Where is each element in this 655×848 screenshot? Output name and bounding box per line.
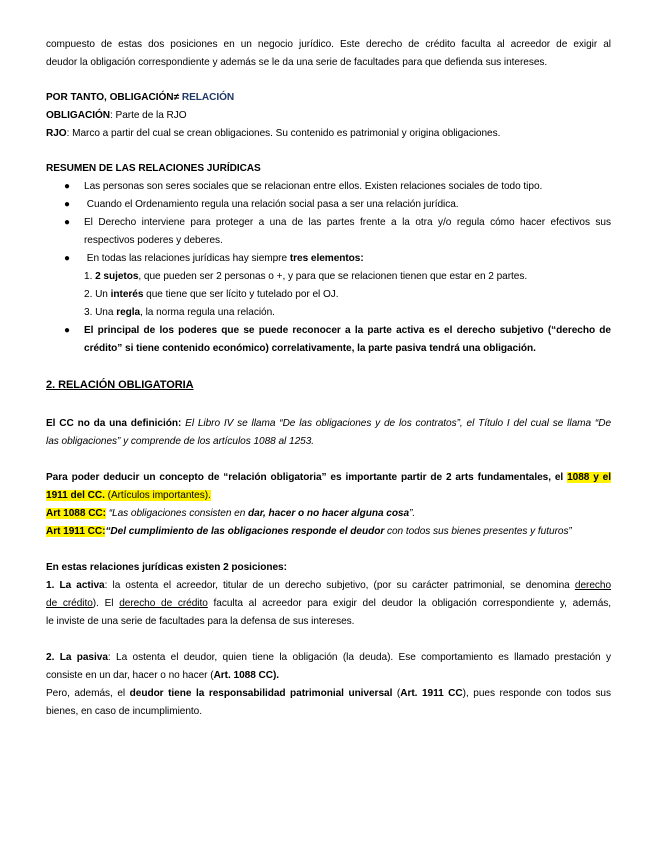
numbered-item-1: 1. 2 sujetos, que pueden ser 2 personas o +, y para que se relacionen tienen que estar en 2 partes. (84, 271, 528, 282)
definition-rjo (46, 127, 611, 141)
bullet-5-line-1: El principal de los poderes que se puede reconocer a la parte activa es el derecho subjetivo (“derecho de (84, 325, 611, 336)
bullet-icon: ● (64, 217, 71, 228)
bullet-icon: ● (64, 181, 71, 192)
art-1088-line: Art 1088 CC: “Las obligaciones consisten en dar, hacer o no hacer alguna cosa”. (46, 508, 416, 519)
numbered-item-2: 2. Un interés que tiene que ser lícito y tutelado por el OJ. (84, 289, 339, 300)
art-1911-label: Art 1911 CC: (46, 526, 106, 537)
posiciones-heading: En estas relaciones jurídicas existen 2 posiciones: (46, 562, 287, 573)
resumen-heading: RESUMEN DE LAS RELACIONES JURÍDICAS (46, 163, 261, 174)
highlight-1911: 1911 del CC. (46, 490, 105, 501)
pero-line-1: Pero, además, el deudor tiene la responsabilidad patrimonial universal (Art. 1911 CC), pues responde con todos sus (46, 688, 611, 699)
por-tanto-heading (46, 91, 611, 105)
art-1088-label: Art 1088 CC: (46, 508, 106, 519)
relacion-word: RELACIÓN (181, 92, 235, 103)
bullet-4-text: En todas las relaciones jurídicas hay siempre tres elementos: (86, 253, 364, 264)
art-1911-line: Art 1911 CC:“Del cumplimiento de las obligaciones responde el deudor con todos sus bienes presentes y futuros” (46, 526, 572, 537)
deducir-line-1: Para poder deducir un concepto de “relación obligatoria” es importante partir de 2 arts fundamentales, el 1088 y el (46, 472, 611, 483)
bullet-3-line-2: respectivos poderes y deberes. (84, 235, 223, 246)
deducir-line-2 (46, 489, 611, 503)
numbered-item-3: 3. Una regla, la norma regula una relación. (84, 307, 275, 318)
pasiva-line-2: consiste en un dar, hacer o no hacer (Art. 1088 CC). (46, 670, 280, 681)
intro-line-2: deudor la obligación correspondiente y además se le da una serie de facultades para que defienda sus intereses. (46, 57, 548, 68)
bullet-2-text: Cuando el Ordenamiento regula una relación social pasa a ser una relación jurídica. (86, 199, 459, 210)
bullet-3-line-1: El Derecho interviene para proteger a una de las partes frente a la otra y/o regula cómo hacer efectivos sus (84, 217, 611, 228)
section-2-heading: 2. RELACIÓN OBLIGATORIA (46, 379, 194, 391)
activa-line-2: de crédito). El derecho de crédito faculta al acreedor para exigir del deudor la obligación correspondiente y, además, (46, 598, 612, 609)
rjo-label: RJO (46, 128, 67, 139)
highlight-1088: 1088 y el (567, 472, 611, 483)
definition-obligacion (46, 109, 611, 123)
obligacion-text: : Parte de la RJO (110, 110, 187, 121)
pasiva-line-1: 2. La pasiva: La ostenta el deudor, quien tiene la obligación (la deuda). Ese comportamiento es llamado prestación y (46, 652, 611, 663)
bullet-icon: ● (64, 199, 71, 210)
obligacion-label: OBLIGACIÓN (46, 110, 110, 121)
bullet-icon: ● (64, 325, 71, 336)
activa-line-1: 1. La activa: la ostenta el acreedor, titular de un derecho subjetivo, (por su carácter patrimonial, se denomina derecho (46, 580, 612, 591)
cc-definition-line-2: las obligaciones” y comprende de los artículos 1088 al 1253. (46, 436, 315, 447)
not-equal-symbol: ≠ (173, 92, 180, 103)
pero-line-2: bienes, en caso de incumplimiento. (46, 706, 202, 717)
highlight-importantes: (Artículos importantes). (104, 490, 211, 501)
bullet-icon: ● (64, 253, 71, 264)
activa-line-3: le inviste de una serie de facultades para la defensa de sus intereses. (46, 616, 355, 627)
cc-definition-line-1: El CC no da una definición: El Libro IV se llama “De las obligaciones y de los contratos”, el Título I del cual se llama “De (46, 418, 612, 429)
por-tanto-prefix: POR TANTO, OBLIGACIÓN (46, 92, 174, 103)
bullet-1-text: Las personas son seres sociales que se relacionan entre ellos. Existen relaciones sociales de todo tipo. (84, 181, 543, 192)
rjo-text: : Marco a partir del cual se crean obligaciones. Su contenido es patrimonial y origina obligaciones. (66, 128, 501, 139)
bullet-5-line-2: crédito” si tiene contenido económico) correlativamente, la parte pasiva tendrá una obligación. (84, 343, 536, 354)
intro-line-1: compuesto de estas dos posiciones en un negocio jurídico. Este derecho de crédito faculta al acreedor de exigir al (46, 39, 611, 50)
